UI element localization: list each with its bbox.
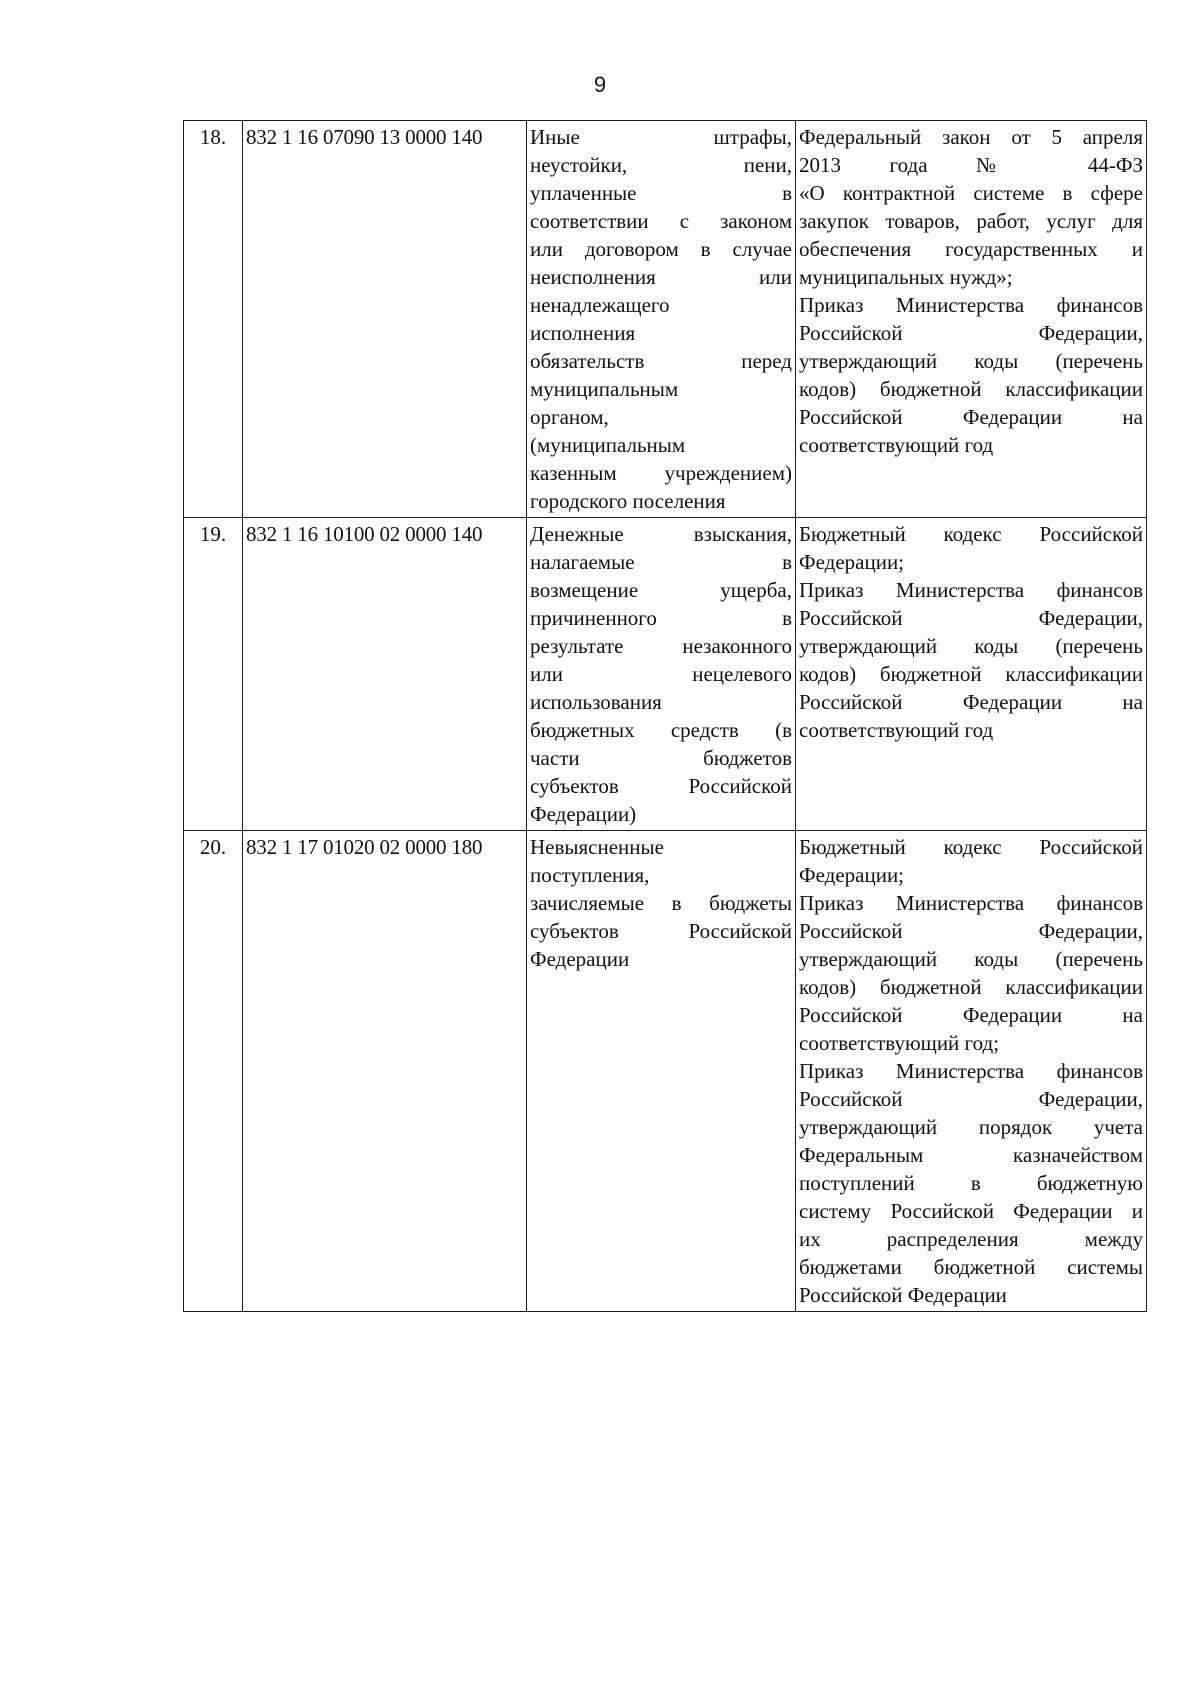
income-name-line: субъектов Российской — [530, 919, 792, 943]
income-name-line: уплаченные в — [530, 181, 792, 205]
legal-basis-line: Российской Федерации на — [799, 1003, 1143, 1027]
legal-basis-line: Федерации; — [799, 863, 905, 887]
legal-basis-line: кодов) бюджетной классификации — [799, 377, 1143, 401]
table-row — [184, 121, 1147, 518]
income-name-line: или нецелевого — [530, 662, 792, 686]
income-name-line: возмещение ущерба, — [530, 578, 792, 602]
legal-basis-line: соответствующий год — [799, 718, 994, 742]
legal-basis-line: Приказ Министерства финансов — [799, 1059, 1143, 1083]
income-name-line: обязательств перед — [530, 349, 792, 373]
income-name-line: муниципальным — [530, 377, 679, 401]
legal-basis-line: Бюджетный кодекс Российской — [799, 522, 1143, 546]
income-name-line: использования — [530, 690, 662, 714]
income-name-line: казенным учреждением) — [530, 461, 792, 485]
income-name-line: Денежные взыскания, — [530, 522, 792, 546]
legal-basis-line: Бюджетный кодекс Российской — [799, 835, 1143, 859]
legal-basis-line: утверждающий коды (перечень — [799, 634, 1143, 658]
income-name-line: соответствии с законом — [530, 209, 792, 233]
income-name-cell — [527, 518, 796, 831]
income-name-cell — [527, 831, 796, 1312]
legal-basis-line: 2013 года № 44-ФЗ — [799, 153, 1143, 177]
legal-basis-line: Российской Федерации, — [799, 1087, 1143, 1111]
legal-basis-line: систему Российской Федерации и — [799, 1199, 1143, 1223]
income-name-line: результате незаконного — [530, 634, 792, 658]
budget-code-cell: 832 1 17 01020 02 0000 180 — [243, 831, 527, 1312]
legal-basis-line: Федерации; — [799, 550, 905, 574]
legal-basis-line: Федеральный закон от 5 апреля — [799, 125, 1143, 149]
income-name-line: исполнения — [530, 321, 636, 345]
legal-basis-line: поступлений в бюджетную — [799, 1171, 1143, 1195]
legal-basis-line: Российской Федерации, — [799, 919, 1143, 943]
table-body — [184, 121, 1147, 1312]
legal-basis-cell — [796, 831, 1147, 1312]
income-name-line: органом, — [530, 405, 609, 429]
income-name-line: ненадлежащего — [530, 293, 670, 317]
income-name-line: налагаемые в — [530, 550, 792, 574]
income-name-cell — [527, 121, 796, 518]
legal-basis-line: «О контрактной системе в сфере — [799, 181, 1143, 205]
income-name-line: (муниципальным — [530, 433, 686, 457]
page-number: 9 — [593, 72, 607, 97]
legal-basis-line: Приказ Министерства финансов — [799, 578, 1143, 602]
income-name-line: Иные штрафы, — [530, 125, 792, 149]
income-name-line: поступления, — [530, 863, 650, 887]
legal-basis-line: утверждающий коды (перечень — [799, 947, 1143, 971]
income-name-line: части бюджетов — [530, 746, 792, 770]
legal-basis-line: бюджетами бюджетной системы — [799, 1255, 1143, 1279]
income-name-line: или договором в случае — [530, 237, 792, 261]
row-number-cell: 19. — [184, 518, 243, 831]
row-number-cell: 18. — [184, 121, 243, 518]
legal-basis-line: Российской Федерации на — [799, 690, 1143, 714]
budget-classification-table — [183, 120, 1147, 1312]
legal-basis-line: Российской Федерации — [799, 1283, 1007, 1307]
legal-basis-line: утверждающий порядок учета — [799, 1115, 1143, 1139]
income-name-line: Невыясненные — [530, 835, 664, 859]
legal-basis-line: муниципальных нужд»; — [799, 265, 1013, 289]
legal-basis-line: соответствующий год — [799, 433, 994, 457]
legal-basis-line: кодов) бюджетной классификации — [799, 975, 1143, 999]
table-row — [184, 518, 1147, 831]
legal-basis-line: Приказ Министерства финансов — [799, 891, 1143, 915]
income-name-line: причиненного в — [530, 606, 792, 630]
legal-basis-line: соответствующий год; — [799, 1031, 1000, 1055]
legal-basis-line: их распределения между — [799, 1227, 1143, 1251]
income-name-line: Федерации — [530, 947, 630, 971]
income-name-line: городского поселения — [530, 489, 726, 513]
row-number-cell: 20. — [184, 831, 243, 1312]
legal-basis-line: закупок товаров, работ, услуг для — [799, 209, 1143, 233]
legal-basis-line: кодов) бюджетной классификации — [799, 662, 1143, 686]
legal-basis-line: Российской Федерации на — [799, 405, 1143, 429]
budget-code-cell: 832 1 16 07090 13 0000 140 — [243, 121, 527, 518]
legal-basis-line: Федеральным казначейством — [799, 1143, 1143, 1167]
legal-basis-cell — [796, 518, 1147, 831]
income-name-line: бюджетных средств (в — [530, 718, 792, 742]
legal-basis-line: Российской Федерации, — [799, 606, 1143, 630]
legal-basis-cell — [796, 121, 1147, 518]
income-name-line: субъектов Российской — [530, 774, 792, 798]
budget-code-cell: 832 1 16 10100 02 0000 140 — [243, 518, 527, 831]
income-name-line: неустойки, пени, — [530, 153, 792, 177]
income-name-line: Федерации) — [530, 802, 637, 826]
legal-basis-line: утверждающий коды (перечень — [799, 349, 1143, 373]
income-name-line: неисполнения или — [530, 265, 792, 289]
table-row — [184, 831, 1147, 1312]
legal-basis-line: обеспечения государственных и — [799, 237, 1143, 261]
income-name-line: зачисляемые в бюджеты — [530, 891, 792, 915]
legal-basis-line: Российской Федерации, — [799, 321, 1143, 345]
legal-basis-line: Приказ Министерства финансов — [799, 293, 1143, 317]
